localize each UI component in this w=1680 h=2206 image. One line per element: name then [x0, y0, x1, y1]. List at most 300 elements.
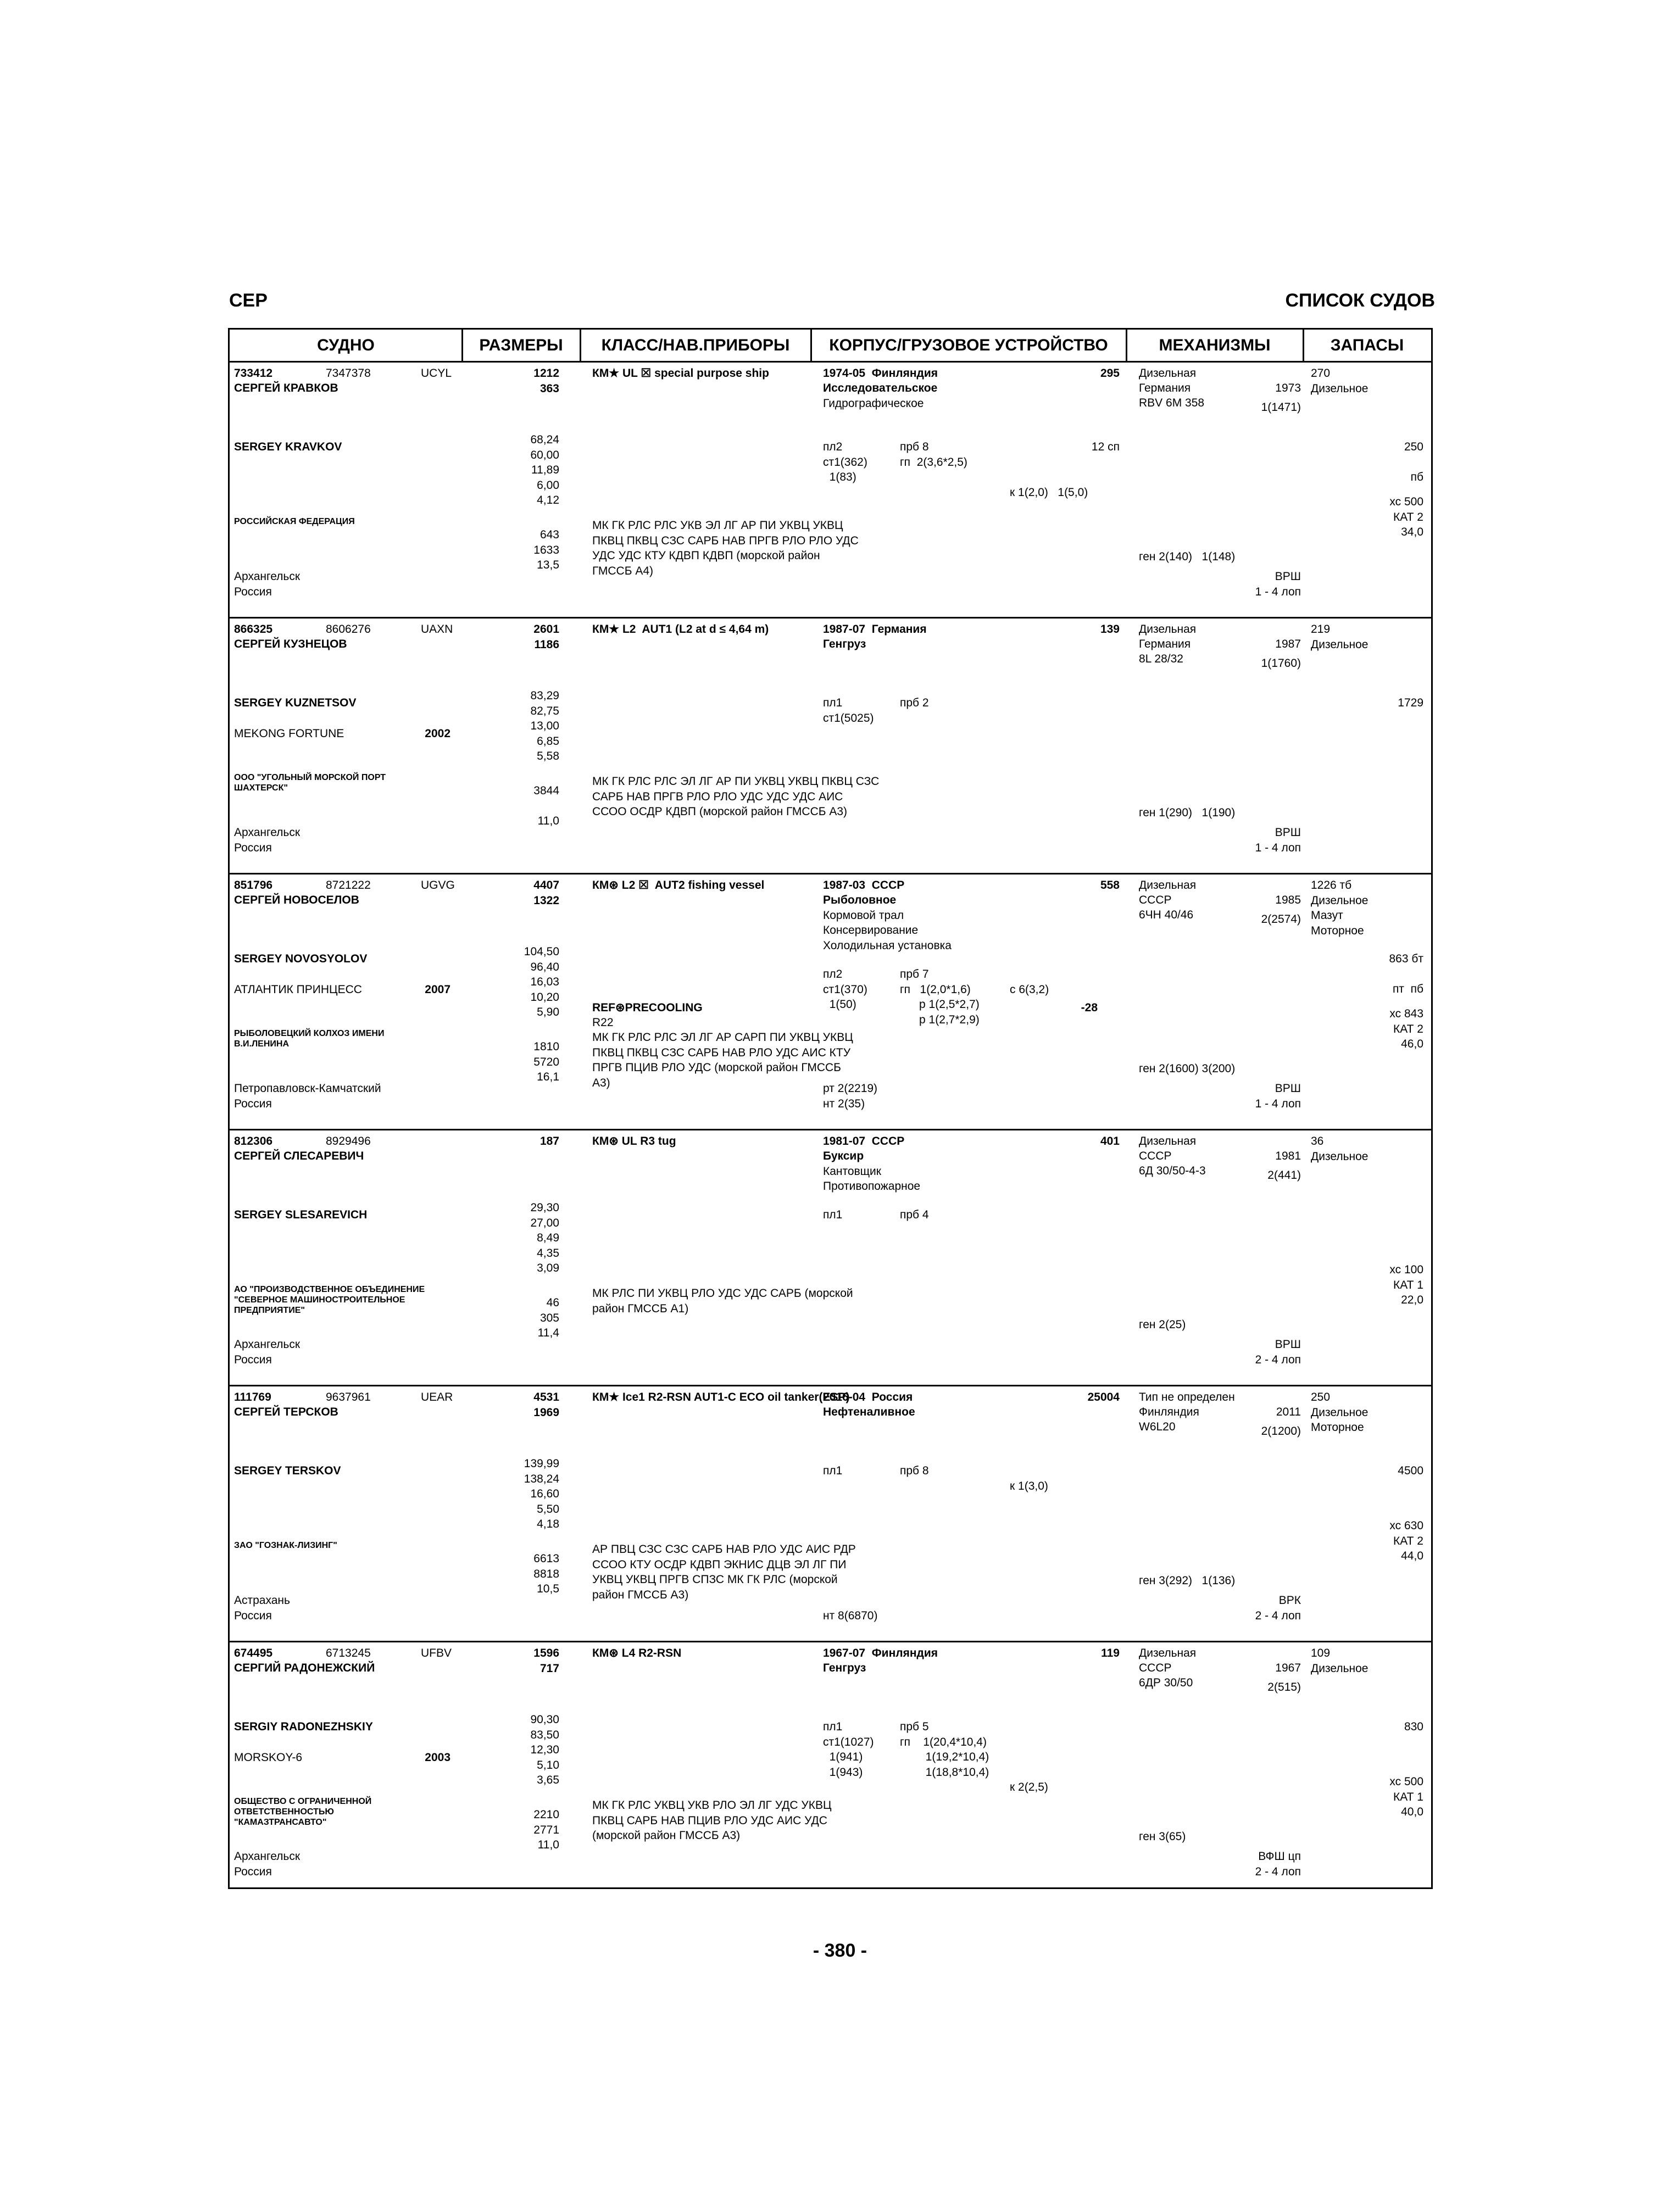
engine-year: 1981 [1275, 1150, 1301, 1162]
ship-type: Кормовой трал [823, 909, 904, 922]
fuel-supply: 250 [1311, 1391, 1331, 1403]
deadweight-value: 3844 [533, 784, 559, 797]
propeller-type: ВРШ [1275, 570, 1301, 583]
hull-number: 119 [1101, 1647, 1120, 1659]
engine-power: 1(1471) [1261, 401, 1301, 414]
hull-detail: 12 сп [1091, 441, 1120, 453]
ship-type: Кантовщик [823, 1165, 881, 1178]
crew-supply: 40,0 [1401, 1806, 1423, 1818]
tonnage-value: 1186 [534, 638, 559, 651]
home-port: Архангельск [234, 570, 301, 583]
hull-detail: прб 2 [900, 697, 929, 709]
hull-detail: прб 8 [900, 441, 929, 453]
ship-type: Гидрографическое [823, 397, 924, 410]
hull-detail: прб 4 [900, 1208, 929, 1221]
hull-detail: прб 5 [900, 1720, 929, 1733]
propeller-type: ВРШ [1275, 826, 1301, 839]
nav-instruments: (морской район ГМССБ А3) [592, 1829, 741, 1842]
fuel-supply: Моторное [1311, 1421, 1364, 1434]
ship-name-en: SERGIY RADONEZHSKIY [234, 1720, 373, 1733]
ship-type: Консервирование [823, 924, 919, 937]
home-port: Петропавловск-Камчатский [234, 1082, 381, 1095]
tonnage-value: 363 [539, 382, 559, 395]
build-info: 1974-05 Финляндия [823, 367, 938, 380]
engine-power: 2(2574) [1261, 913, 1301, 926]
dimension-value: 16,03 [530, 976, 559, 988]
hull-detail: гп 2(3,6*2,5) [900, 455, 967, 469]
hull-detail: 1(83) [823, 471, 856, 483]
propeller-blades: 1 - 4 лоп [1255, 842, 1301, 854]
column-header-hull: КОРПУС/ГРУЗОВОЕ УСТРОЙСТВО [811, 330, 1126, 363]
engine-year: 1987 [1275, 638, 1301, 650]
fuel-supply: Дизельное [1311, 1662, 1369, 1675]
deadweight-value: 6613 [533, 1552, 559, 1565]
former-name-year: 2002 [425, 727, 450, 740]
ship-name-ru: СЕРГЕЙ ТЕРСКОВ [234, 1406, 338, 1418]
fuel-supply: Дизельное [1311, 1406, 1369, 1419]
engine-power: 2(515) [1267, 1681, 1301, 1694]
hull-detail: к 1(3,0) [1010, 1479, 1048, 1492]
propeller-type: ВФШ цп [1258, 1850, 1301, 1863]
deadweight-value: 1633 [533, 543, 559, 556]
propeller-blades: 1 - 4 лоп [1255, 1098, 1301, 1110]
supply-value: 830 [1404, 1720, 1423, 1733]
deadweight-value: 11,4 [537, 1327, 559, 1339]
dimension-value: 12,30 [530, 1743, 559, 1756]
owner-name: АО "ПРОИЗВОДСТВЕННОЕ ОБЪЕДИНЕНИЕ "СЕВЕРНОЕ МАШИНОСТРОИТЕЛЬНОЕ ПРЕДПРИЯТИЕ" [234, 1285, 425, 1315]
crew-supply: 34,0 [1401, 526, 1423, 538]
ship-name-en: SERGEY SLESAREVICH [234, 1208, 368, 1221]
hull-number: 295 [1100, 367, 1120, 380]
nav-instruments: МК ГК РЛС РЛС ЭЛ ЛГ АР САРП ПИ УКВЦ УКВЦ [592, 1031, 853, 1044]
dimension-value: 5,10 [537, 1758, 559, 1772]
dimension-value: 16,60 [530, 1488, 559, 1500]
crew-supply: 46,0 [1401, 1038, 1423, 1050]
class-notation: КМ⊛ L4 R2-RSN [592, 1647, 682, 1659]
owner-name: ЗАО "ГОЗНАК-ЛИЗИНГ" [234, 1541, 337, 1550]
fuel-supply: Дизельное [1311, 1150, 1369, 1163]
dimension-value: 60,00 [530, 448, 559, 461]
tonnage-value: 2601 [533, 623, 559, 636]
nav-instruments: район ГМССБ А3) [592, 1588, 689, 1601]
engine-model: RBV 6M 358 [1139, 397, 1205, 409]
registry-number: 111769 [234, 1391, 271, 1403]
hull-detail: ст1(370) [823, 983, 867, 996]
hull-detail: ст1(5025) [823, 711, 874, 725]
flag-country: Россия [234, 1098, 272, 1110]
call-sign: UAXN [421, 623, 453, 636]
generators: ген 2(25) [1139, 1318, 1186, 1331]
crew-supply: хс 843 [1389, 1007, 1423, 1020]
hull-detail: пл1 [823, 1208, 843, 1221]
deadweight-value: 643 [539, 528, 559, 541]
propeller-blades: 2 - 4 лоп [1255, 1353, 1301, 1366]
column-header-dimensions: РАЗМЕРЫ [462, 330, 580, 363]
hull-detail: ст1(1027) [823, 1735, 874, 1748]
call-sign: UEAR [421, 1391, 453, 1403]
dimension-value: 5,58 [537, 750, 559, 762]
dimension-value: 5,90 [537, 1006, 559, 1018]
crew-supply: хс 630 [1389, 1519, 1423, 1532]
imo-number: 7347378 [326, 367, 371, 380]
propeller-blades: 1 - 4 лоп [1255, 586, 1301, 598]
dimension-value: 104,50 [524, 945, 559, 958]
engine-type: Дизельная [1139, 1647, 1197, 1659]
crew-supply: хс 100 [1389, 1263, 1423, 1276]
ship-name-ru: СЕРГЕЙ НОВОСЕЛОВ [234, 894, 359, 906]
column-header-machinery: МЕХАНИЗМЫ [1126, 330, 1303, 363]
engine-country: Финляндия [1139, 1406, 1199, 1418]
deadweight-value: 2771 [533, 1823, 559, 1836]
registry-number: 851796 [234, 879, 273, 892]
registry-number: 733412 [234, 367, 273, 380]
generators: ген 1(290) 1(190) [1139, 806, 1236, 819]
engine-type: Дизельная [1139, 1135, 1197, 1147]
dimension-value: 68,24 [530, 433, 559, 446]
engine-power: 2(1200) [1261, 1425, 1301, 1438]
hull-detail: прб 8 [900, 1464, 929, 1477]
former-name: АТЛАНТИК ПРИНЦЕСС [234, 983, 362, 996]
fuel-supply: Дизельное [1311, 638, 1369, 651]
engine-type: Тип не определен [1139, 1391, 1235, 1403]
deadweight-value: 11,0 [537, 1839, 559, 1851]
fuel-supply: Дизельное [1311, 894, 1369, 907]
hull-detail: пл1 [823, 1464, 843, 1477]
supply-value: пт пб [1392, 983, 1423, 995]
dimension-value: 13,00 [530, 720, 559, 732]
engine-year: 2011 [1276, 1406, 1301, 1418]
class-extra-2: R22 [592, 1016, 614, 1029]
engine-power: 1(1760) [1261, 657, 1301, 670]
dimension-value: 10,20 [530, 990, 559, 1004]
class-extra-value: -28 [1081, 1001, 1098, 1014]
crew-supply: хс 500 [1389, 495, 1423, 508]
nav-instruments: район ГМССБ А1) [592, 1302, 689, 1315]
engine-model: 6Д 30/50-4-3 [1139, 1165, 1206, 1177]
nav-instruments: ГМССБ А4) [592, 564, 654, 577]
imo-number: 9637961 [326, 1391, 371, 1403]
imo-number: 8721222 [326, 879, 371, 892]
former-name-year: 2007 [425, 983, 450, 996]
flag-country: Россия [234, 842, 272, 854]
fuel-supply: 109 [1311, 1647, 1331, 1659]
hull-detail: прб 7 [900, 968, 929, 981]
registry-number: 866325 [234, 623, 273, 636]
build-info: 1967-07 Финляндия [823, 1647, 938, 1659]
nav-instruments: ПКВЦ САРБ НАВ ПЦИВ РЛО УДС АИС УДС [592, 1814, 827, 1827]
flag-country: Россия [234, 1609, 272, 1622]
call-sign: UFBV [421, 1647, 452, 1659]
deadweight-value: 5720 [533, 1055, 559, 1068]
former-name: MORSKOY-6 [234, 1751, 303, 1764]
ship-type: Генгруз [823, 1662, 866, 1674]
tonnage-value: 1969 [533, 1406, 559, 1419]
supply-value: 1729 [1398, 697, 1423, 709]
ship-type: Исследовательское [823, 382, 938, 394]
class-notation: КМ★ Ice1 R2-RSN AUT1-C ECO oil tanker(ESP) [592, 1391, 850, 1403]
fuel-supply: 219 [1311, 623, 1331, 636]
ship-type: Нефтеналивное [823, 1406, 915, 1418]
supply-value: 863 бт [1389, 952, 1423, 965]
engine-type: Дизельная [1139, 367, 1197, 380]
ship-record [230, 1642, 1431, 1898]
ship-name-ru: СЕРГЕЙ КРАВКОВ [234, 382, 338, 394]
tonnage-value: 1212 [533, 367, 559, 380]
fuel-supply: 36 [1311, 1135, 1324, 1147]
engine-type: Дизельная [1139, 879, 1197, 892]
fuel-supply: Моторное [1311, 924, 1364, 937]
hull-detail: пл2 [823, 968, 843, 981]
dimension-value: 82,75 [530, 704, 559, 717]
deadweight-value: 2210 [533, 1808, 559, 1821]
hull-number: 25004 [1087, 1391, 1120, 1403]
ship-name-ru: СЕРГЕЙ КУЗНЕЦОВ [234, 638, 347, 650]
owner-name: ООО "УГОЛЬНЫЙ МОРСКОЙ ПОРТ ШАХТЕРСК" [234, 773, 386, 793]
hull-detail: пл1 [823, 1720, 843, 1733]
imo-number: 8929496 [326, 1135, 371, 1147]
hull-number: 401 [1100, 1135, 1120, 1147]
build-info: 1987-07 Германия [823, 623, 927, 636]
home-port: Архангельск [234, 1338, 301, 1351]
hull-detail: ст1(362) [823, 455, 867, 469]
hull-number: 558 [1100, 879, 1120, 892]
class-extra: REF⊛PRECOOLING [592, 1001, 703, 1014]
tonnage-value: 187 [539, 1135, 559, 1147]
nav-instruments: ПКВЦ ПКВЦ СЗС САРБ НАВ ПРГВ РЛО РЛО УДС [592, 534, 859, 547]
home-port: Астрахань [234, 1594, 290, 1607]
crew-supply: КАТ 2 [1393, 1534, 1423, 1547]
column-header-supplies: ЗАПАСЫ [1303, 330, 1431, 363]
owner-name: ОБЩЕСТВО С ОГРАНИЧЕННОЙ ОТВЕТСТВЕННОСТЬЮ "КАМАЗТРАНСАВТО" [234, 1797, 372, 1827]
deadweight-value: 16,1 [537, 1071, 559, 1083]
nav-instruments: МК ГК РЛС РЛС ЭЛ ЛГ АР ПИ УКВЦ УКВЦ ПКВЦ СЗС [592, 775, 880, 788]
call-sign: UGVG [421, 879, 455, 892]
ship-record [230, 1130, 1431, 1386]
hull-detail: 1(943) [823, 1765, 863, 1779]
class-notation: КМ⊛ L2 ☒ AUT2 fishing vessel [592, 879, 765, 892]
build-info: 1981-07 СССР [823, 1135, 905, 1147]
home-port: Архангельск [234, 826, 301, 839]
propeller-type: ВРШ [1275, 1082, 1301, 1095]
dimension-value: 29,30 [530, 1201, 559, 1214]
tonnage-value: 1596 [533, 1647, 559, 1659]
ship-record [230, 874, 1431, 1130]
tank-capacity: нт 2(35) [823, 1097, 865, 1110]
deadweight-value: 8818 [533, 1567, 559, 1580]
ship-record [230, 619, 1431, 874]
tonnage-value: 717 [539, 1662, 559, 1675]
hull-detail: к 2(2,5) [1010, 1781, 1048, 1793]
engine-model: W6L20 [1139, 1420, 1176, 1433]
engine-country: СССР [1139, 1150, 1172, 1162]
dimension-value: 11,89 [531, 464, 559, 476]
engine-model: 6ЧН 40/46 [1139, 909, 1194, 921]
hull-detail: пл2 [823, 441, 843, 453]
home-port: Архангельск [234, 1850, 301, 1863]
crew-supply: КАТ 1 [1393, 1790, 1423, 1803]
crew-supply: КАТ 1 [1393, 1278, 1423, 1291]
hull-detail: 1(941) [823, 1751, 863, 1763]
nav-instruments: МК ГК РЛС УКВЦ УКВ РЛО ЭЛ ЛГ УДС УКВЦ [592, 1799, 832, 1812]
dimension-value: 3,09 [537, 1262, 559, 1274]
ship-name-ru: СЕРГИЙ РАДОНЕЖСКИЙ [234, 1662, 375, 1674]
engine-year: 1973 [1275, 382, 1301, 394]
hull-detail: 1(50) [823, 998, 856, 1011]
engine-type: Дизельная [1139, 623, 1197, 636]
nav-instruments: УКВЦ УКВЦ ПРГВ СПЗС МК ГК РЛС (морской [592, 1573, 838, 1586]
ship-type: Холодильная установка [823, 939, 952, 952]
deadweight-value: 46 [546, 1296, 559, 1309]
imo-number: 6713245 [326, 1647, 371, 1659]
propeller-type: ВРШ [1275, 1338, 1301, 1351]
nav-instruments: УДС УДС КТУ КДВП КДВП (морской район [592, 549, 820, 562]
ship-record [230, 363, 1431, 619]
engine-year: 1967 [1275, 1662, 1301, 1674]
hull-detail: 1(19,2*10,4) [900, 1751, 989, 1763]
build-info: 1987-03 СССР [823, 879, 905, 892]
fuel-supply: 1226 тб [1311, 879, 1352, 892]
nav-instruments: АР ПВЦ СЗС СЗС САРБ НАВ РЛО УДС АИС РДР [592, 1543, 856, 1556]
nav-instruments: МК ГК РЛС РЛС УКВ ЭЛ ЛГ АР ПИ УКВЦ УКВЦ [592, 519, 843, 532]
registry-number: 812306 [234, 1135, 273, 1147]
hull-detail: гп 1(2,0*1,6) [900, 983, 971, 996]
dimension-value: 27,00 [530, 1216, 559, 1229]
generators: ген 3(65) [1139, 1830, 1186, 1843]
engine-year: 1985 [1275, 894, 1301, 906]
dimension-value: 6,85 [537, 734, 559, 748]
dimension-value: 4,35 [537, 1246, 559, 1260]
crew-supply: 44,0 [1401, 1550, 1423, 1562]
dimension-value: 4,12 [537, 494, 559, 506]
deadweight-value: 1810 [533, 1040, 559, 1053]
ship-type: Противопожарное [823, 1180, 921, 1193]
ship-record [230, 1386, 1431, 1642]
ship-name-en: SERGEY NOVOSYOLOV [234, 952, 368, 965]
owner-name: РОССИЙСКАЯ ФЕДЕРАЦИЯ [234, 517, 355, 526]
hull-detail: пл1 [823, 697, 843, 709]
engine-country: СССР [1139, 1662, 1172, 1674]
propeller-blades: 2 - 4 лоп [1255, 1609, 1301, 1622]
nav-instruments: А3) [592, 1076, 610, 1089]
fuel-supply: 270 [1311, 367, 1331, 380]
dimension-value: 8,49 [537, 1232, 559, 1244]
call-sign: UCYL [421, 367, 452, 380]
dimension-value: 139,99 [524, 1457, 559, 1470]
page-header-right: СПИСОК СУДОВ [1285, 290, 1435, 311]
nav-instruments: ПРГВ ПЦИВ РЛО УДС (морской район ГМССБ [592, 1061, 841, 1074]
former-name: MEKONG FORTUNE [234, 727, 344, 740]
build-info: 2016-04 Россия [823, 1391, 913, 1403]
owner-name: РЫБОЛОВЕЦКИЙ КОЛХОЗ ИМЕНИ В.И.ЛЕНИНА [234, 1029, 385, 1049]
engine-model: 6ДР 30/50 [1139, 1676, 1193, 1689]
nav-instruments: ССОО ОСДР КДВП (морской район ГМССБ А3) [592, 805, 848, 818]
engine-country: СССР [1139, 894, 1172, 906]
column-header-vessel: СУДНО [230, 330, 462, 363]
supply-value: пб [1410, 471, 1423, 483]
ship-name-en: SERGEY KRAVKOV [234, 441, 342, 453]
former-name-year: 2003 [425, 1751, 450, 1764]
crew-supply: хс 500 [1389, 1775, 1423, 1788]
flag-country: Россия [234, 586, 272, 598]
hull-detail: р 1(2,7*2,9) [900, 1013, 980, 1026]
registry-number: 674495 [234, 1647, 273, 1659]
dimension-value: 96,40 [530, 960, 559, 973]
page-number: - 380 - [813, 1940, 867, 1961]
ship-name-ru: СЕРГЕЙ СЛЕСАРЕВИЧ [234, 1150, 364, 1162]
deadweight-value: 11,0 [537, 815, 559, 827]
hull-detail: 1(18,8*10,4) [900, 1765, 989, 1779]
deadweight-value: 13,5 [537, 559, 559, 571]
tonnage-value: 4531 [533, 1391, 559, 1403]
nav-instruments: МК РЛС ПИ УКВЦ РЛО УДС УДС САРБ (морской [592, 1287, 853, 1300]
deadweight-value: 305 [539, 1311, 559, 1324]
hull-detail: к 1(2,0) 1(5,0) [1010, 486, 1088, 499]
page-header-left: СЕР [229, 290, 268, 311]
fuel-supply: Мазут [1311, 909, 1343, 922]
dimension-value: 4,18 [537, 1518, 559, 1530]
ship-name-en: SERGEY KUZNETSOV [234, 697, 357, 709]
class-notation: КМ★ L2 AUT1 (L2 at d ≤ 4,64 m) [592, 623, 769, 636]
hull-detail: р 1(2,5*2,7) [900, 998, 980, 1011]
generators: ген 3(292) 1(136) [1139, 1574, 1236, 1587]
column-header-class: КЛАСС/НАВ.ПРИБОРЫ [580, 330, 811, 363]
flag-country: Россия [234, 1865, 272, 1878]
dimension-value: 6,00 [537, 478, 559, 492]
ship-type: Рыболовное [823, 894, 897, 906]
engine-power: 2(441) [1267, 1169, 1301, 1182]
nav-instruments: ССОО КТУ ОСДР КДВП ЭКНИС ДЦВ ЭЛ ЛГ ПИ [592, 1558, 847, 1571]
engine-country: Германия [1139, 638, 1191, 650]
engine-model: 8L 28/32 [1139, 653, 1183, 665]
nav-instruments: САРБ НАВ ПРГВ РЛО РЛО УДС УДС УДС АИС [592, 790, 843, 803]
dimension-value: 83,29 [530, 689, 559, 702]
crew-supply: КАТ 2 [1393, 1022, 1423, 1035]
dimension-value: 83,50 [530, 1728, 559, 1741]
supply-value: 4500 [1398, 1464, 1423, 1477]
propeller-blades: 2 - 4 лоп [1255, 1865, 1301, 1878]
dimension-value: 5,50 [537, 1502, 559, 1516]
tonnage-value: 1322 [533, 894, 559, 907]
dimension-value: 3,65 [537, 1774, 559, 1786]
hull-number: 139 [1100, 623, 1120, 636]
class-notation: КМ★ UL ☒ special purpose ship [592, 367, 769, 380]
tank-capacity: нт 8(6870) [823, 1609, 878, 1622]
ship-type: Буксир [823, 1150, 864, 1162]
dimension-value: 138,24 [524, 1472, 559, 1485]
deadweight-value: 10,5 [537, 1583, 559, 1595]
generators: ген 2(1600) 3(200) [1139, 1062, 1236, 1075]
nav-instruments: ПКВЦ ПКВЦ СЗС САРБ НАВ РЛО УДС АИС КТУ [592, 1046, 851, 1059]
hull-detail: гп 1(20,4*10,4) [900, 1735, 987, 1748]
supply-value: 250 [1404, 441, 1423, 453]
class-notation: КМ⊛ UL R3 tug [592, 1135, 676, 1147]
flag-country: Россия [234, 1353, 272, 1366]
crew-supply: КАТ 2 [1393, 510, 1423, 523]
tank-capacity: рт 2(2219) [823, 1082, 878, 1095]
crew-supply: 22,0 [1401, 1294, 1423, 1306]
imo-number: 8606276 [326, 623, 371, 636]
ship-name-en: SERGEY TERSKOV [234, 1464, 341, 1477]
tonnage-value: 4407 [533, 879, 559, 892]
generators: ген 2(140) 1(148) [1139, 550, 1236, 563]
hull-detail: с 6(3,2) [1010, 983, 1049, 996]
engine-country: Германия [1139, 382, 1191, 394]
ship-type: Генгруз [823, 638, 866, 650]
propeller-type: ВРК [1278, 1594, 1301, 1607]
ship-list-table [228, 328, 1433, 1889]
fuel-supply: Дизельное [1311, 382, 1369, 395]
dimension-value: 90,30 [530, 1713, 559, 1726]
